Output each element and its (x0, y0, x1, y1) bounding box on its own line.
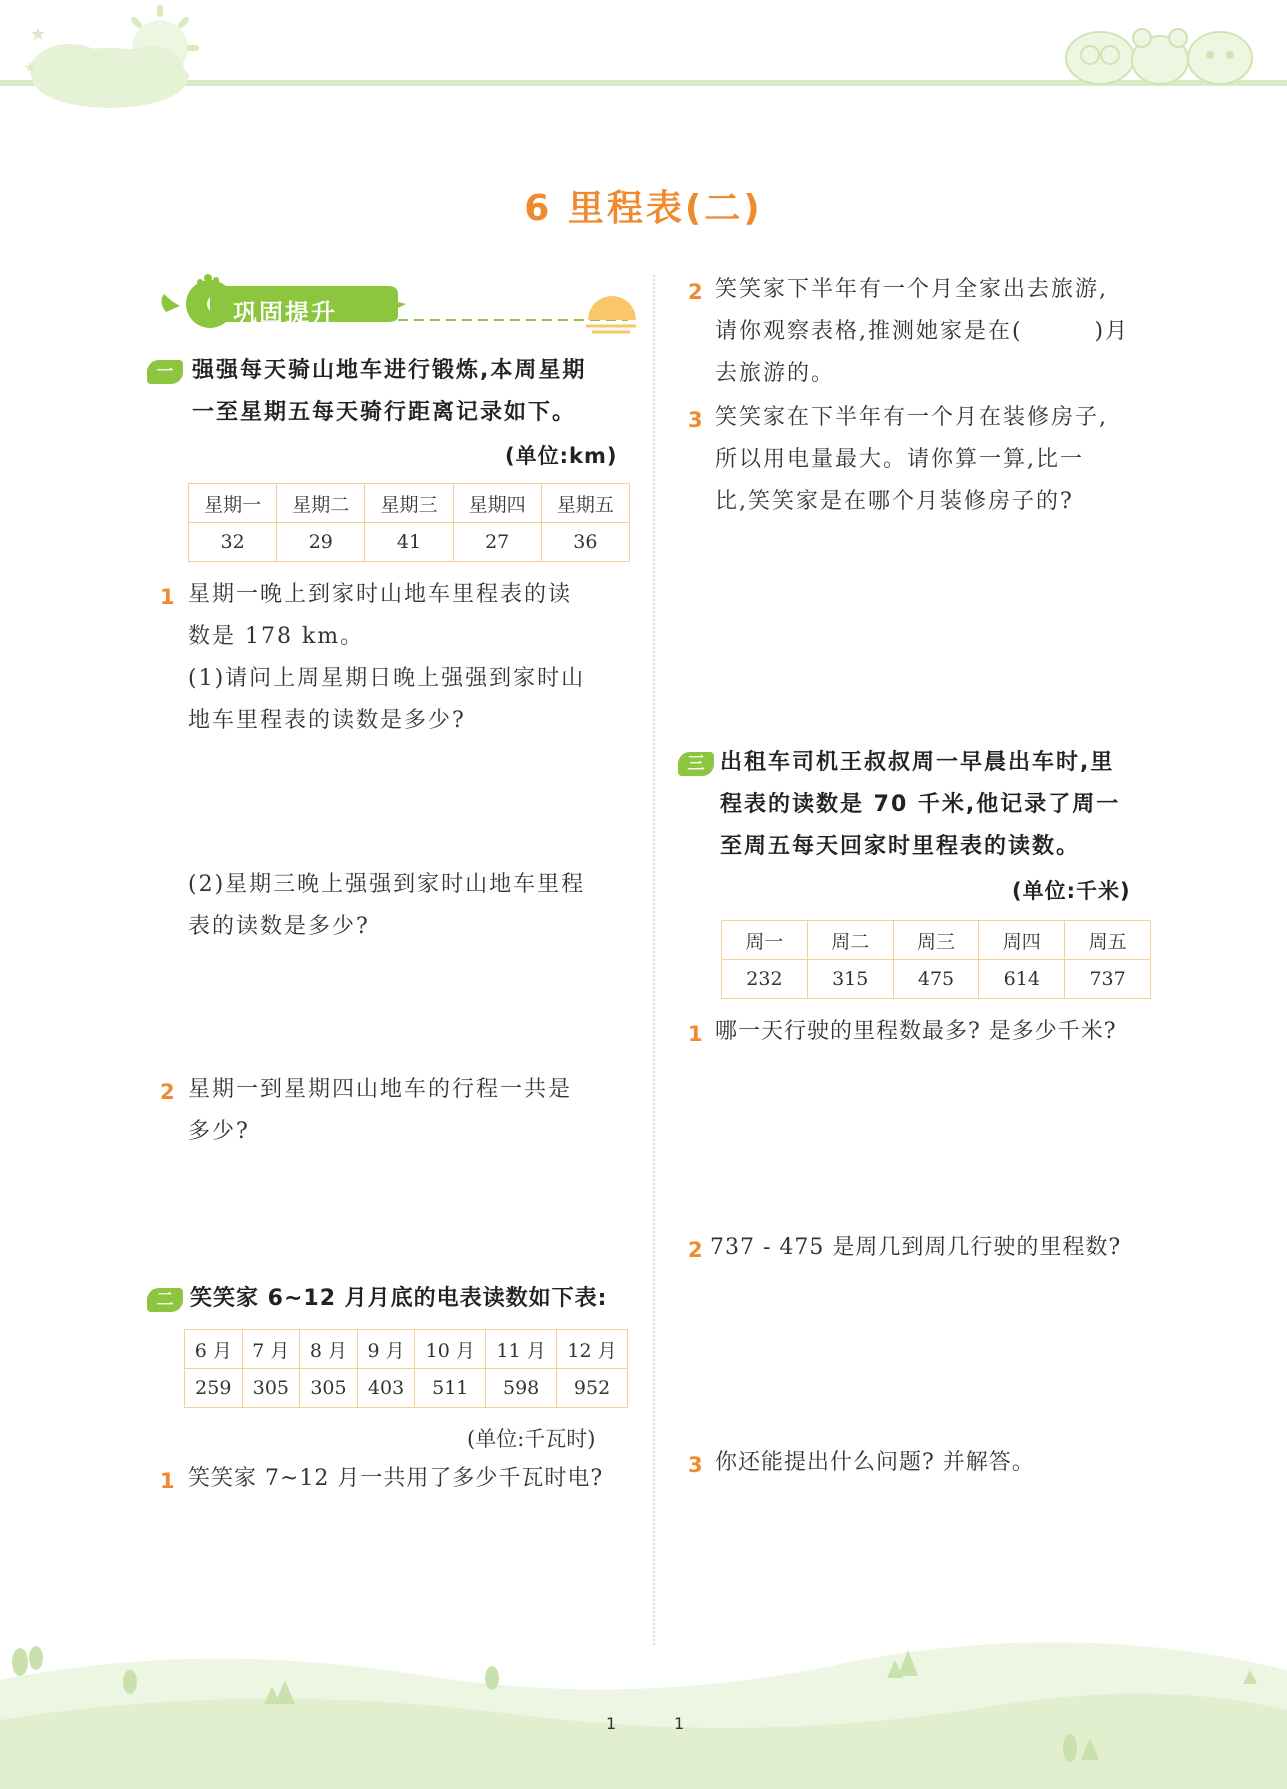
section-badge-3: 三 (678, 752, 714, 776)
section1-heading-line1: 强强每天骑山地车进行锻炼,本周星期 (192, 358, 587, 383)
animal-faces-icon (1066, 29, 1252, 84)
question-text: 737 - 475 是周几到周几行驶的里程数? (710, 1235, 1122, 1260)
question-text: 去旅游的。 (715, 361, 836, 386)
table-cell: 511 (415, 1369, 486, 1408)
page-number-right: 1 (674, 1714, 685, 1733)
section3-heading-line2: 程表的读数是 70 千米,他记录了周一 (720, 792, 1121, 817)
table-cell: 952 (557, 1369, 628, 1408)
table-cell: 周五 (1065, 921, 1151, 960)
table-row (189, 523, 630, 562)
table-cell: 星期一 (189, 484, 277, 523)
section1-heading-line2: 一至星期五每天骑行距离记录如下。 (192, 400, 577, 425)
table-header-row (185, 1330, 628, 1369)
sub-question-text: 地车里程表的读数是多少? (188, 708, 466, 733)
sub-question-text: 表的读数是多少? (188, 914, 370, 939)
table-cell: 星期三 (365, 484, 453, 523)
table-header-row (189, 484, 630, 523)
table-cell: 259 (185, 1369, 243, 1408)
question-number: 2 (688, 1238, 703, 1262)
question-text: 多少? (188, 1119, 250, 1144)
question-number: 1 (160, 585, 175, 609)
table-cell: 403 (357, 1369, 415, 1408)
question-text: 请你观察表格,推测她家是在( )月 (715, 319, 1130, 344)
question-text: 星期一到星期四山地车的行程一共是 (188, 1077, 573, 1102)
section-badge-2: 二 (147, 1288, 183, 1312)
odometer-reading-table (721, 920, 1151, 999)
section2-heading: 笑笑家 6~12 月月底的电表读数如下表: (190, 1286, 608, 1311)
table-row (185, 1369, 628, 1408)
svg-text:★: ★ (30, 24, 47, 45)
question-text: 哪一天行驶的里程数最多? 是多少千米? (715, 1019, 1117, 1044)
riding-distance-table (188, 483, 630, 562)
table-header-row (722, 921, 1151, 960)
page-title: 6 里程表(二) (524, 188, 763, 229)
table-cell: 星期二 (277, 484, 365, 523)
table-cell: 29 (277, 523, 365, 562)
table-cell: 27 (453, 523, 541, 562)
table-cell: 41 (365, 523, 453, 562)
table-cell: 8 月 (300, 1330, 358, 1369)
table-cell: 星期四 (453, 484, 541, 523)
table-row (722, 960, 1151, 999)
section-banner (158, 272, 638, 342)
section3-heading-line3: 至周五每天回家时里程表的读数。 (720, 834, 1081, 859)
banner-title: 巩固提升 (233, 299, 337, 327)
section-badge-1: 一 (147, 360, 183, 384)
table-cell: 9 月 (357, 1330, 415, 1369)
page-number-left: 1 (606, 1714, 617, 1733)
table-cell: 周三 (893, 921, 979, 960)
header-decoration (0, 0, 1287, 120)
question-number: 2 (160, 1080, 175, 1104)
table-cell: 32 (189, 523, 277, 562)
question-number: 3 (688, 1453, 703, 1477)
table-cell: 12 月 (557, 1330, 628, 1369)
question-text: 笑笑家 7~12 月一共用了多少千瓦时电? (188, 1466, 604, 1491)
question-number: 1 (160, 1469, 175, 1493)
table-cell: 11 月 (486, 1330, 557, 1369)
column-divider (653, 275, 655, 1645)
table-cell: 周二 (807, 921, 893, 960)
question-number: 1 (688, 1022, 703, 1046)
electricity-meter-table (184, 1329, 628, 1408)
section1-unit: (单位:km) (505, 444, 618, 468)
table-cell: 305 (242, 1369, 300, 1408)
svg-text:★: ★ (24, 60, 37, 76)
question-text: 所以用电量最大。请你算一算,比一 (715, 447, 1084, 472)
section3-unit: (单位:千米) (1012, 879, 1131, 903)
table-cell: 598 (486, 1369, 557, 1408)
question-text: 比,笑笑家是在哪个月装修房子的? (715, 489, 1074, 514)
table-cell: 星期五 (541, 484, 629, 523)
sun-setting-icon (586, 296, 636, 332)
section2-unit: (单位:千瓦时) (467, 1427, 596, 1451)
question-text: 笑笑家在下半年有一个月在装修房子, (715, 405, 1108, 430)
footer-hills-decoration (0, 1620, 1287, 1789)
table-cell: 315 (807, 960, 893, 999)
table-cell: 6 月 (185, 1330, 243, 1369)
sub-question-text: (1)请问上周星期日晚上强强到家时山 (188, 666, 586, 691)
question-text: 星期一晚上到家时山地车里程表的读 (188, 582, 573, 607)
question-number: 2 (688, 280, 703, 304)
table-cell: 475 (893, 960, 979, 999)
question-text: 笑笑家下半年有一个月全家出去旅游, (715, 277, 1108, 302)
cloud-sun-icon (24, 8, 196, 108)
table-cell: 36 (541, 523, 629, 562)
table-cell: 614 (979, 960, 1065, 999)
table-cell: 737 (1065, 960, 1151, 999)
section3-heading-line1: 出租车司机王叔叔周一早晨出车时,里 (720, 750, 1115, 775)
sub-question-text: (2)星期三晚上强强到家时山地车里程 (188, 872, 586, 897)
table-cell: 周一 (722, 921, 808, 960)
question-number: 3 (688, 408, 703, 432)
table-cell: 305 (300, 1369, 358, 1408)
table-cell: 周四 (979, 921, 1065, 960)
table-cell: 232 (722, 960, 808, 999)
table-cell: 10 月 (415, 1330, 486, 1369)
question-text: 你还能提出什么问题? 并解答。 (715, 1450, 1035, 1475)
table-cell: 7 月 (242, 1330, 300, 1369)
question-text: 数是 178 km。 (188, 624, 365, 649)
